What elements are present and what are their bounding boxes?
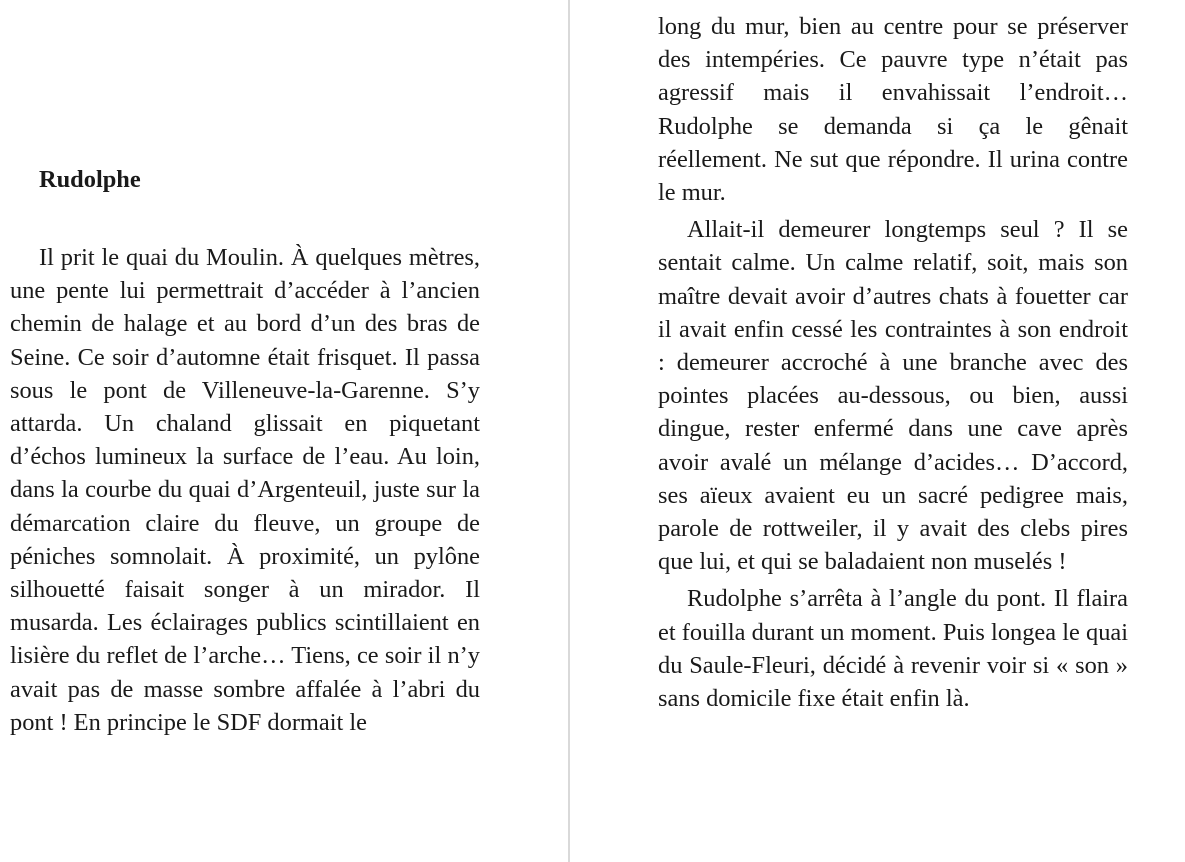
right-page: [570, 0, 1185, 862]
chapter-title: Rudolphe: [39, 166, 141, 193]
paragraph: Rudolphe s’arrêta à l’angle du pont. Il flaira et fouilla durant un moment. Puis longea le quai du Saule-Fleuri, décidé à revenir voir si « son » sans domicile fixe était enfin là.: [658, 585, 1128, 713]
paragraph: long du mur, bien au centre pour se préserver des intempéries. Ce pauvre type n’était pas agressif mais il envahissait l’endroit… Rudolphe se demanda si ça le gênait réellement. Ne sut que répondre. Il urina contre le mur.: [658, 13, 1128, 207]
right-page-body: [658, 10, 1128, 715]
left-page-body: [10, 241, 480, 739]
left-page: [0, 0, 568, 862]
paragraph: Allait-il demeurer longtemps seul ? Il se sentait calme. Un calme relatif, soit, mais son maître devait avoir d’autres chats à fouetter car il avait enfin cessé les contraintes à son endroit : demeurer accroché à une branche avec des pointes placées au-dessous, ou bien, aussi dingue, rester enfermé dans une cave après avoir avalé un mélange d’acides… D’accord, ses aïeux avaient eu un sacré pedigree mais, parole de rottweiler, il y avait des clebs pires que lui, et qui se baladaient non muselés !: [658, 216, 1128, 576]
paragraph: Il prit le quai du Moulin. À quelques mètres, une pente lui permettrait d’accéder à l’ancien chemin de halage et au bord d’un des bras de Seine. Ce soir d’automne était frisquet. Il passa sous le pont de Villeneuve-la-Garenne. S’y attarda. Un chaland glissait en piquetant d’échos lumineux la surface de l’eau. Au loin, dans la courbe du quai d’Argenteuil, juste sur la démarcation claire du fleuve, un groupe de péniches somnolait. À proximité, un pylône silhouetté faisait songer à un mirador. Il musarda. Les éclairages publics scintillaient en lisière du reflet de l’arche… Tiens, ce soir il n’y avait pas de masse sombre affalée à l’abri du pont ! En principe le SDF dormait le: [10, 244, 480, 736]
